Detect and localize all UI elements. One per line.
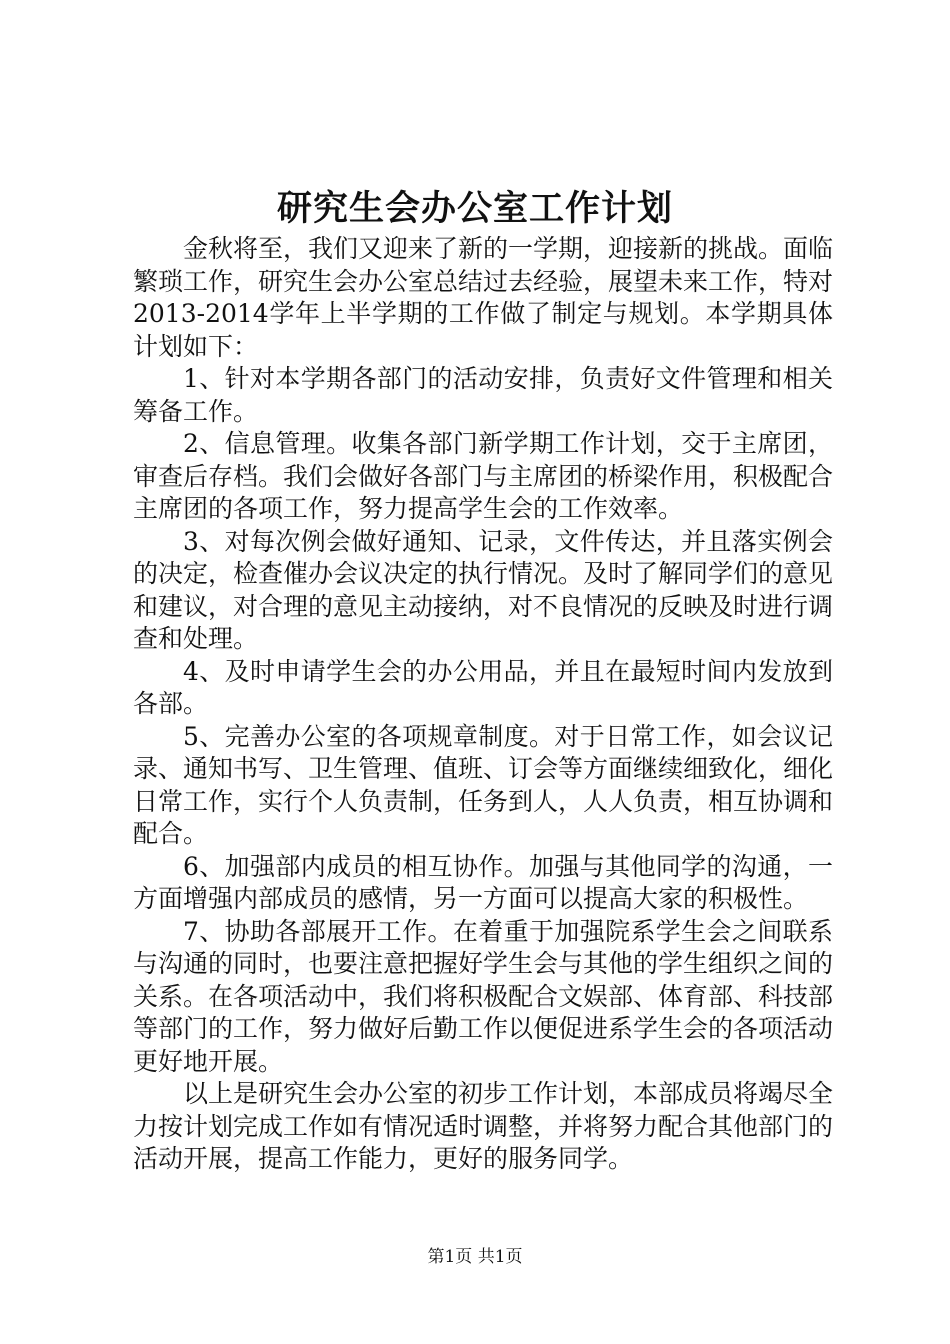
closing-paragraph: 以上是研究生会办公室的初步工作计划，本部成员将竭尽全力按计划完成工作如有情况适时调整，并将努力配合其他部门的活动开展，提高工作能力，更好的服务同学。 [133, 1079, 834, 1173]
plan-item-4: 4、及时申请学生会的办公用品，并且在最短时间内发放到各部。 [133, 656, 833, 718]
document-body [133, 233, 833, 1176]
plan-item-3: 3、对每次例会做好通知、记录，文件传达，并且落实例会的决定，检查催办会议决定的执行情况。及时了解同学们的意见和建议，对合理的意见主动接纳，对不良情况的反映及时进行调查和处理。 [133, 526, 834, 653]
plan-item-7: 7、协助各部展开工作。在着重于加强院系学生会之间联系与沟通的同时，也要注意把握好学生会与其他的学生组织之间的关系。在各项活动中，我们将积极配合文娱部、体育部、科技部等部门的工作，努力做好后勤工作以便促进系学生会的各项活动更好地开展。 [133, 916, 834, 1076]
plan-item-6: 6、加强部内成员的相互协作。加强与其他同学的沟通，一方面增强内部成员的感情，另一方面可以提高大家的积极性。 [133, 851, 833, 913]
document-title: 研究生会办公室工作计划 [276, 188, 673, 229]
intro-paragraph: 金秋将至，我们又迎来了新的一学期，迎接新的挑战。面临繁琐工作，研究生会办公室总结过去经验，展望未来工作，特对2013-2014学年上半学期的工作做了制定与规划。本学期具体计划如下： [133, 234, 834, 361]
page-footer: 第1页 共1页 [427, 1247, 523, 1267]
plan-item-1: 1、针对本学期各部门的活动安排，负责好文件管理和相关筹备工作。 [133, 364, 833, 426]
plan-item-5: 5、完善办公室的各项规章制度。对于日常工作，如会议记录、通知书写、卫生管理、值班、订会等方面继续细致化，细化日常工作，实行个人负责制，任务到人，人人负责，相互协调和配合。 [133, 721, 834, 848]
plan-item-2: 2、信息管理。收集各部门新学期工作计划，交于主席团，审查后存档。我们会做好各部门与主席团的桥梁作用，积极配合主席团的各项工作，努力提高学生会的工作效率。 [133, 429, 834, 523]
